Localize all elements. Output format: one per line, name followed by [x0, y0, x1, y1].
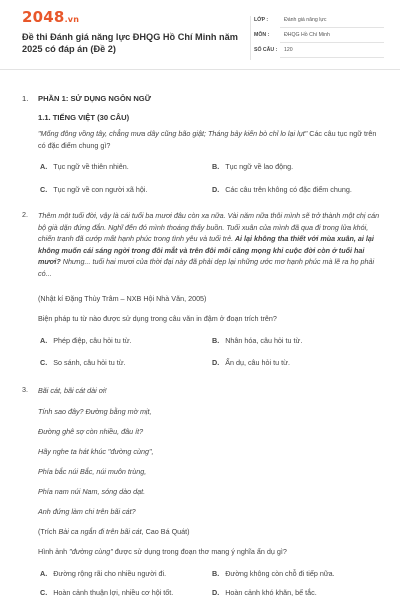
logo-text: 2048: [22, 8, 65, 26]
question-2-option-c[interactable]: [40, 358, 126, 367]
source-text: , Cao Bá Quát): [141, 527, 190, 536]
option-text: Ẩn dụ, câu hỏi tu từ.: [225, 358, 290, 367]
option-text: Phép điệp, câu hỏi tu từ.: [53, 336, 132, 345]
poem-line: Bãi cát, bãi cát dài ơi!: [38, 386, 107, 395]
option-text: Tục ngữ về thiên nhiên.: [53, 162, 129, 171]
question-3-option-b[interactable]: [212, 569, 335, 578]
option-text: Các câu trên không có đặc điểm chung.: [225, 185, 352, 194]
meta-class-label: LỚP :: [254, 17, 269, 23]
stem-text: Hình ảnh: [38, 547, 70, 556]
poem-line: Phía nam núi Nam, sóng dào dạt.: [38, 487, 146, 496]
source-text: (Trích: [38, 527, 59, 536]
question-2-passage: [38, 210, 380, 279]
meta-underline: [280, 42, 384, 43]
meta-subject-label: MÔN :: [254, 32, 270, 38]
option-text: Tục ngữ về lao động.: [225, 162, 294, 171]
question-2-stem: Biện pháp tu từ nào được sử dụng trong câu văn in đậm ở đoạn trích trên?: [38, 314, 277, 323]
question-1-stem: [38, 128, 378, 151]
option-text: Đường không còn chỗ đi tiếp nữa.: [225, 569, 335, 578]
question-1-text: Các câu tục ngữ trên có đặc điểm chung gì?: [38, 129, 377, 150]
option-letter: B.: [212, 569, 220, 578]
header-divider: [250, 16, 251, 60]
option-text: Nhân hóa, câu hỏi tu từ.: [225, 336, 303, 345]
question-2-option-a[interactable]: [40, 336, 132, 345]
meta-class-value: Đánh giá năng lực: [284, 17, 327, 23]
question-1-option-c[interactable]: [40, 185, 147, 194]
question-2-option-b[interactable]: [212, 336, 302, 345]
option-letter: D.: [212, 588, 220, 597]
document-title: Đề thi Đánh giá năng lực ĐHQG Hồ Chí Minh năm 2025 có đáp án (Đề 2): [22, 32, 238, 54]
passage-bold-text: Ai lại không tha thiết với mùa xuân, ai lại không muốn cái sáng ngời trong đôi mắt và trên đôi môi căng mọng khi cuộc đời còn ở tuổi hai mươi?: [38, 234, 374, 266]
poem-line: Đường ghê sợ còn nhiều, đâu ít?: [38, 427, 144, 436]
question-1-option-d[interactable]: [212, 185, 352, 194]
option-text: So sánh, câu hỏi tu từ.: [53, 358, 126, 367]
poem-line: Phía bắc núi Bắc, núi muôn trùng,: [38, 467, 147, 476]
option-letter: C.: [40, 588, 48, 597]
part-number: 1.: [22, 94, 29, 103]
poem-line: Hãy nghe ta hát khúc "đường cùng",: [38, 447, 154, 456]
option-letter: A.: [40, 162, 48, 171]
option-letter: D.: [212, 358, 220, 367]
stem-text: được sử dụng trong đoạn thơ mang ý nghĩa ẩn dụ gì?: [112, 547, 287, 556]
question-3-option-a[interactable]: [40, 569, 166, 578]
poem-line: Tính sao đây? Đường bằng mờ mịt,: [38, 407, 152, 416]
passage-text: Nhưng... tuổi hai mươi của thời đại này đã phải dẹp lại những ước mơ hạnh phúc mà lẽ ra họ phải có...: [38, 257, 375, 278]
question-2-source: (Nhật kí Đặng Thùy Trâm – NXB Hội Nhà Văn, 2005): [38, 294, 207, 303]
option-letter: C.: [40, 358, 48, 367]
question-3-option-c[interactable]: [40, 588, 173, 597]
subpart-title: 1.1. TIẾNG VIỆT (30 CÂU): [38, 113, 130, 122]
question-3-source: [38, 526, 190, 538]
meta-count-value: 120: [284, 47, 293, 53]
meta-count-label: SỐ CÂU :: [254, 47, 278, 53]
meta-subject-row: [254, 29, 384, 43]
option-letter: D.: [212, 185, 220, 194]
option-text: Đường rộng rãi cho nhiều người đi.: [53, 569, 167, 578]
part-title: PHẦN 1: SỬ DỤNG NGÔN NGỮ: [38, 94, 152, 103]
option-text: Tục ngữ về con người xã hội.: [53, 185, 148, 194]
meta-class-row: [254, 14, 384, 28]
logo-suffix: .vn: [64, 15, 80, 24]
question-1-option-a[interactable]: [40, 162, 129, 171]
question-3-stem: [38, 546, 380, 558]
page-header: [0, 0, 400, 70]
option-text: Hoàn cảnh thuận lợi, nhiều cơ hội tốt.: [53, 588, 174, 597]
meta-count-row: [254, 44, 384, 58]
option-text: Hoàn cảnh khó khăn, bế tắc.: [225, 588, 317, 597]
meta-subject-value: ĐHQG Hồ Chí Minh: [284, 32, 330, 38]
option-letter: C.: [40, 185, 48, 194]
question-3-option-d[interactable]: [212, 588, 317, 597]
question-3-number: 3.: [22, 385, 28, 394]
option-letter: B.: [212, 336, 220, 345]
passage-text: Thêm một tuổi đời, vậy là cái tuổi ba mươi đâu còn xa nữa. Vài năm nữa thôi mình sẽ trở thành một chị cán bộ già dặn đứng đắn. Nghĩ đến đó mình thoáng thấy buồn. Tuổi xuân của mình đã qua đi trong lửa khói, chiến tranh đã cướp mất hạnh phúc trong tình yêu và tuổi trẻ.: [38, 211, 380, 243]
question-2-number: 2.: [22, 210, 28, 219]
meta-underline: [280, 27, 384, 28]
question-1-quote: "Mống đông vồng tây, chẳng mưa dây cũng bão giật; Tháng bảy kiến bò chỉ lo lại lụt": [38, 129, 308, 138]
poem-line: Anh đứng làm chi trên bãi cát?: [38, 507, 136, 516]
meta-underline: [280, 57, 384, 58]
option-letter: A.: [40, 569, 48, 578]
option-letter: A.: [40, 336, 48, 345]
site-logo[interactable]: [22, 8, 79, 26]
question-1-option-b[interactable]: [212, 162, 293, 171]
stem-quote: "đường cùng": [69, 547, 113, 556]
option-letter: B.: [212, 162, 220, 171]
source-title: Bài ca ngắn đi trên bãi cát: [58, 527, 142, 536]
question-2-option-d[interactable]: [212, 358, 290, 367]
